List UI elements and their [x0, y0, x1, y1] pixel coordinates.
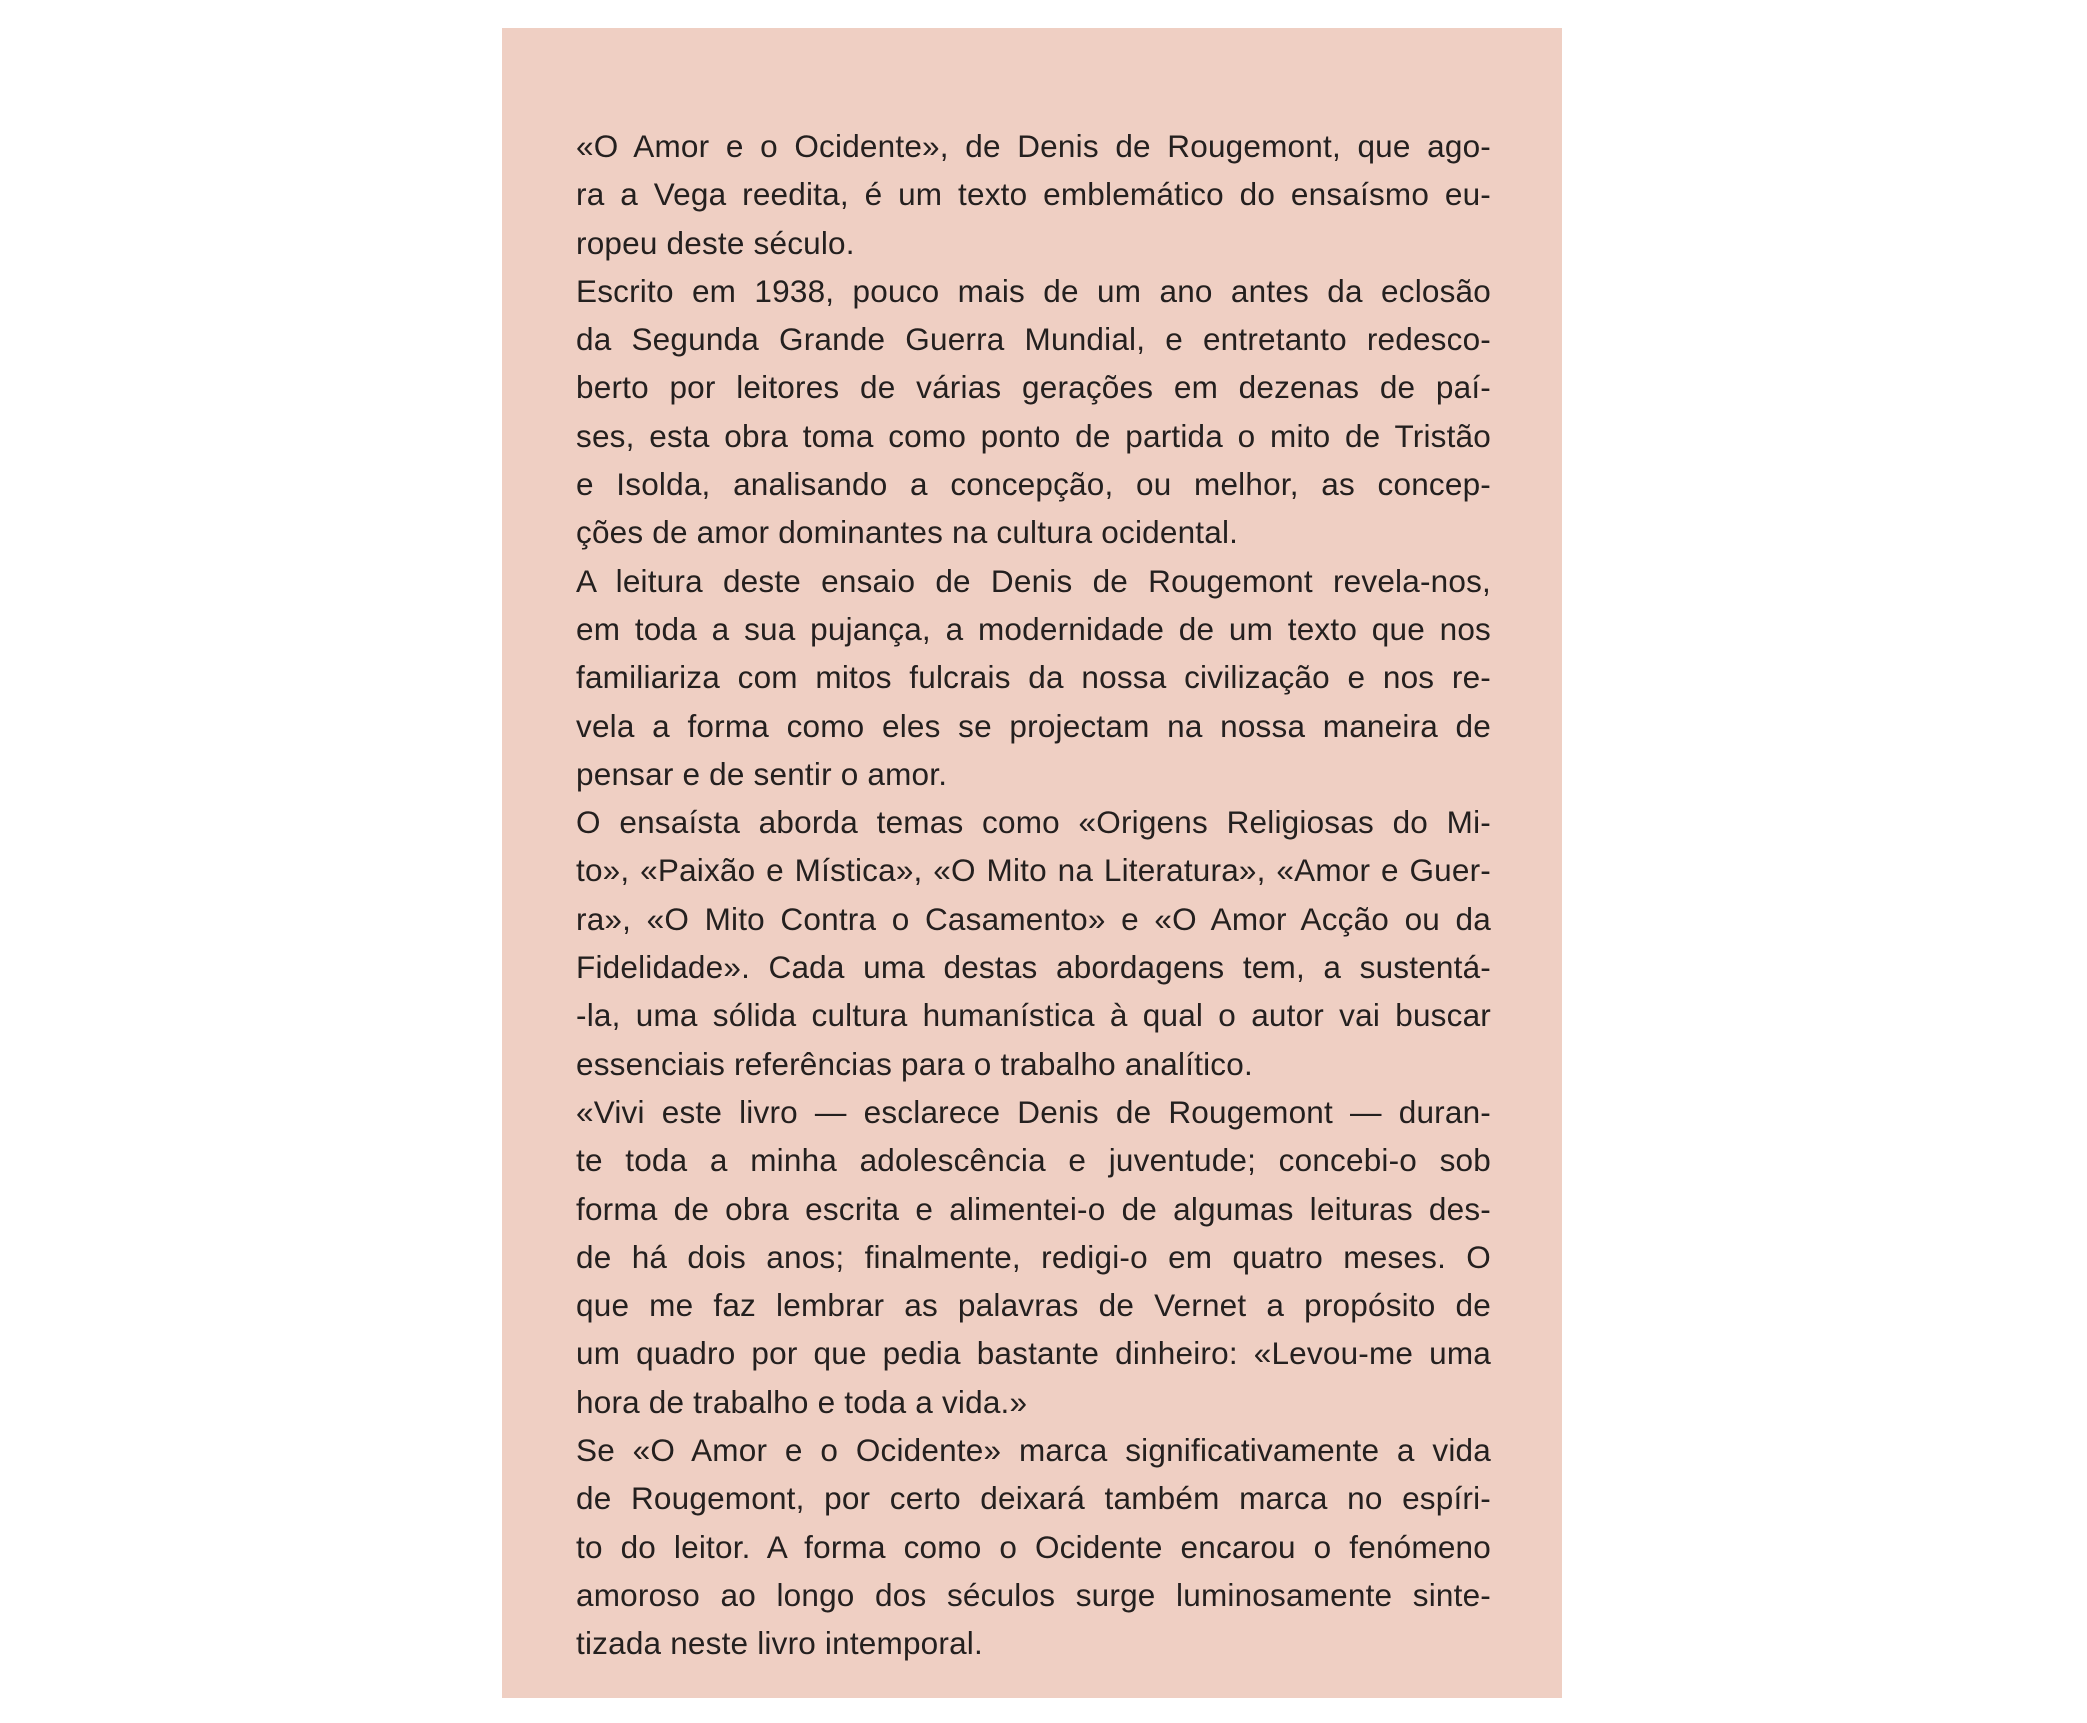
text-line: berto por leitores de várias gerações em dezenas de paí-: [576, 369, 1491, 406]
text-line: ra», «O Mito Contra o Casamento» e «O Amor Acção ou da: [576, 900, 1491, 937]
text-line: Escrito em 1938, pouco mais de um ano antes da eclosão: [576, 272, 1491, 309]
blurb-text: [576, 122, 1491, 1668]
text-line: de há dois anos; finalmente, redigi-o em quatro meses. O: [576, 1238, 1491, 1275]
text-line: to», «Paixão e Mística», «O Mito na Literatura», «Amor e Guer-: [576, 852, 1491, 889]
text-line: Fidelidade». Cada uma destas abordagens tem, a sustentá-: [576, 949, 1491, 986]
text-line: to do leitor. A forma como o Ocidente encarou o fenómeno: [576, 1528, 1491, 1565]
text-line: pensar e de sentir o amor.: [576, 755, 948, 792]
text-line: -la, uma sólida cultura humanística à qual o autor vai buscar: [576, 997, 1491, 1034]
text-line: O ensaísta aborda temas como «Origens Religiosas do Mi-: [576, 804, 1491, 841]
text-line: Se «O Amor e o Ocidente» marca significativamente a vida: [576, 1432, 1491, 1469]
text-line: A leitura deste ensaio de Denis de Rougemont revela-nos,: [576, 562, 1491, 599]
text-line: e Isolda, analisando a concepção, ou melhor, as concep-: [576, 466, 1491, 503]
paragraph-3: [576, 557, 1491, 798]
text-line: ropeu deste século.: [576, 224, 855, 261]
text-line: um quadro por que pedia bastante dinheiro: «Levou-me uma: [576, 1335, 1491, 1372]
text-line: essenciais referências para o trabalho analítico.: [576, 1045, 1253, 1082]
text-line: vela a forma como eles se projectam na nossa maneira de: [576, 707, 1491, 744]
text-line: ses, esta obra toma como ponto de partida o mito de Tristão: [576, 417, 1491, 454]
paragraph-5: [576, 1088, 1491, 1426]
text-line: «Vivi este livro — esclarece Denis de Rougemont — duran-: [576, 1093, 1491, 1130]
paragraph-1: [576, 122, 1491, 267]
text-line: tizada neste livro intemporal.: [576, 1625, 983, 1662]
text-line: amoroso ao longo dos séculos surge luminosamente sinte-: [576, 1576, 1491, 1613]
text-line: hora de trabalho e toda a vida.»: [576, 1383, 1028, 1420]
text-line: ra a Vega reedita, é um texto emblemático do ensaísmo eu-: [576, 176, 1491, 213]
text-line: te toda a minha adolescência e juventude; concebi-o sob: [576, 1142, 1491, 1179]
text-line: forma de obra escrita e alimentei-o de algumas leituras des-: [576, 1190, 1491, 1227]
text-line: em toda a sua pujança, a modernidade de um texto que nos: [576, 610, 1491, 647]
text-line: «O Amor e o Ocidente», de Denis de Rougemont, que ago-: [576, 128, 1491, 164]
text-line: familiariza com mitos fulcrais da nossa civilização e nos re-: [576, 659, 1491, 696]
paragraph-4: [576, 798, 1491, 1088]
book-back-cover: [502, 28, 1562, 1698]
paragraph-6: [576, 1426, 1491, 1667]
paragraph-2: [576, 267, 1491, 557]
text-line: de Rougemont, por certo deixará também marca no espíri-: [576, 1480, 1491, 1517]
text-line: ções de amor dominantes na cultura ocidental.: [576, 514, 1239, 551]
text-line: que me faz lembrar as palavras de Vernet a propósito de: [576, 1287, 1491, 1324]
text-line: da Segunda Grande Guerra Mundial, e entretanto redesco-: [576, 321, 1491, 358]
